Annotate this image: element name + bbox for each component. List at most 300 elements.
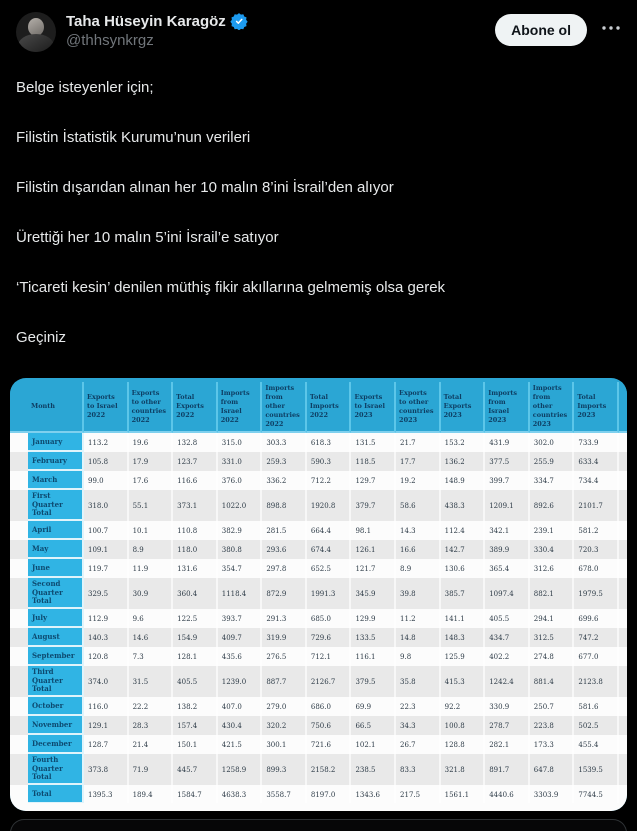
- table-cell: 116.6: [173, 471, 218, 490]
- row-label: August: [28, 628, 84, 647]
- column-header: Imports from Israel 2022: [218, 382, 263, 433]
- table-cell: 131.5: [351, 433, 396, 452]
- table-cell: 128.1: [173, 647, 218, 666]
- table-cell: 872.9: [262, 578, 307, 609]
- table-cell: 334.7: [530, 471, 575, 490]
- row-label: June: [28, 559, 84, 578]
- table-cell: 380.8: [218, 540, 263, 559]
- table-cell: 319.9: [262, 628, 307, 647]
- row-spacer: [10, 735, 28, 754]
- table-cell: 116.1: [351, 647, 396, 666]
- row-spacer: [10, 452, 28, 471]
- table-cell: 720.3: [574, 540, 619, 559]
- table-row: [10, 578, 627, 609]
- row-spacer: [619, 754, 627, 785]
- table-cell: 4440.6: [485, 785, 530, 804]
- table-cell: 71.9: [129, 754, 174, 785]
- table-cell: 294.1: [530, 609, 575, 628]
- tweet-paragraph: Filistin İstatistik Kurumu’nun verileri: [16, 129, 251, 146]
- table-cell: 112.9: [84, 609, 129, 628]
- table-cell: 34.3: [396, 716, 441, 735]
- row-label: April: [28, 521, 84, 540]
- table-cell: 407.0: [218, 697, 263, 716]
- table-cell: 129.9: [351, 609, 396, 628]
- column-header: Exports to Israel 2023: [351, 382, 396, 433]
- row-label: March: [28, 471, 84, 490]
- table-cell: 255.9: [530, 452, 575, 471]
- table-cell: 39.8: [396, 578, 441, 609]
- table-cell: 1242.4: [485, 666, 530, 697]
- row-spacer: [10, 609, 28, 628]
- table-cell: 502.5: [574, 716, 619, 735]
- row-label: Total: [28, 785, 84, 804]
- table-row: [10, 735, 627, 754]
- table-cell: 129.1: [84, 716, 129, 735]
- row-spacer: [619, 716, 627, 735]
- table-cell: 26.7: [396, 735, 441, 754]
- table-cell: 373.1: [173, 490, 218, 521]
- table-cell: 409.7: [218, 628, 263, 647]
- table-row: [10, 471, 627, 490]
- row-label: First Quarter Total: [28, 490, 84, 521]
- table-cell: 7744.5: [574, 785, 619, 804]
- table-row: [10, 785, 627, 804]
- table-cell: 239.1: [530, 521, 575, 540]
- row-label: Third Quarter Total: [28, 666, 84, 697]
- table-cell: 1979.5: [574, 578, 619, 609]
- table-cell: 100.7: [84, 521, 129, 540]
- table-cell: 150.1: [173, 735, 218, 754]
- avatar[interactable]: [16, 12, 56, 52]
- table-cell: 882.1: [530, 578, 575, 609]
- row-label: January: [28, 433, 84, 452]
- table-cell: 9.6: [129, 609, 174, 628]
- table-cell: 83.3: [396, 754, 441, 785]
- table-cell: 14.8: [396, 628, 441, 647]
- table-cell: 19.6: [129, 433, 174, 452]
- row-spacer: [619, 540, 627, 559]
- table-cell: 320.2: [262, 716, 307, 735]
- column-header: Total Imports 2022: [307, 382, 352, 433]
- table-header: [10, 382, 627, 433]
- table-cell: 138.2: [173, 697, 218, 716]
- table-cell: 1343.6: [351, 785, 396, 804]
- column-header: Imports from other countries 2023: [530, 382, 575, 433]
- table-cell: 19.2: [396, 471, 441, 490]
- table-cell: 405.5: [485, 609, 530, 628]
- row-spacer: [10, 647, 28, 666]
- table-cell: 9.8: [396, 647, 441, 666]
- table-cell: 455.4: [574, 735, 619, 754]
- row-spacer: [619, 471, 627, 490]
- table-row: [10, 697, 627, 716]
- table-cell: 28.3: [129, 716, 174, 735]
- column-header: Exports to Israel 2022: [84, 382, 129, 433]
- column-header: Total Exports 2022: [173, 382, 218, 433]
- table-cell: 259.3: [262, 452, 307, 471]
- table-cell: 750.6: [307, 716, 352, 735]
- table-row: [10, 628, 627, 647]
- tweet-image[interactable]: [10, 378, 627, 811]
- table-cell: 2126.7: [307, 666, 352, 697]
- table-cell: 118.5: [351, 452, 396, 471]
- table-cell: 303.3: [262, 433, 307, 452]
- column-header: Total Imports 2023: [574, 382, 619, 433]
- table-cell: 1539.5: [574, 754, 619, 785]
- table-cell: 14.6: [129, 628, 174, 647]
- table-cell: 8.9: [129, 540, 174, 559]
- table-cell: 126.1: [351, 540, 396, 559]
- table-cell: 664.4: [307, 521, 352, 540]
- table-cell: 315.0: [218, 433, 263, 452]
- tweet-paragraph: Belge isteyenler için;: [16, 79, 154, 96]
- table-cell: 1097.4: [485, 578, 530, 609]
- table-row: [10, 666, 627, 697]
- row-spacer: [619, 609, 627, 628]
- trade-data-table: [10, 382, 627, 804]
- table-cell: 141.1: [441, 609, 486, 628]
- table-cell: 14.3: [396, 521, 441, 540]
- row-spacer: [619, 647, 627, 666]
- table-cell: 105.8: [84, 452, 129, 471]
- table-cell: 17.6: [129, 471, 174, 490]
- table-cell: 712.2: [307, 471, 352, 490]
- user-handle[interactable]: @thhsynkrgz: [66, 32, 154, 49]
- table-cell: 189.4: [129, 785, 174, 804]
- table-cell: 581.2: [574, 521, 619, 540]
- next-card-edge: [10, 819, 627, 831]
- table-cell: 120.8: [84, 647, 129, 666]
- table-cell: 140.3: [84, 628, 129, 647]
- table-cell: 345.9: [351, 578, 396, 609]
- table-cell: 238.5: [351, 754, 396, 785]
- row-label: Second Quarter Total: [28, 578, 84, 609]
- table-cell: 1239.0: [218, 666, 263, 697]
- row-label: September: [28, 647, 84, 666]
- table-cell: 430.4: [218, 716, 263, 735]
- row-label: May: [28, 540, 84, 559]
- row-spacer: [10, 754, 28, 785]
- table-cell: 899.3: [262, 754, 307, 785]
- table-cell: 173.3: [530, 735, 575, 754]
- table-cell: 17.7: [396, 452, 441, 471]
- table-cell: 100.8: [441, 716, 486, 735]
- table-cell: 729.6: [307, 628, 352, 647]
- table-cell: 747.2: [574, 628, 619, 647]
- table-cell: 377.5: [485, 452, 530, 471]
- table-cell: 217.5: [396, 785, 441, 804]
- table-cell: 590.3: [307, 452, 352, 471]
- table-cell: 69.9: [351, 697, 396, 716]
- verified-badge-icon: [230, 12, 248, 30]
- row-spacer: [10, 785, 28, 804]
- table-cell: 379.7: [351, 490, 396, 521]
- table-cell: 678.0: [574, 559, 619, 578]
- table-cell: 148.9: [441, 471, 486, 490]
- row-spacer: [619, 666, 627, 697]
- table-cell: 102.1: [351, 735, 396, 754]
- header-spacer: [10, 382, 28, 433]
- table-cell: 116.0: [84, 697, 129, 716]
- table-cell: 133.5: [351, 628, 396, 647]
- tweet-paragraph: Filistin dışarıdan alınan her 10 malın 8’ini İsrail’den alıyor: [16, 179, 394, 196]
- table-cell: 1395.3: [84, 785, 129, 804]
- table-row: [10, 559, 627, 578]
- table-cell: 2123.8: [574, 666, 619, 697]
- table-cell: 132.8: [173, 433, 218, 452]
- table-cell: 10.1: [129, 521, 174, 540]
- tweet-paragraph: ‘Ticareti kesin’ denilen müthiş fikir akıllarına gelmemiş olsa gerek: [16, 279, 446, 296]
- table-cell: 58.6: [396, 490, 441, 521]
- row-label: December: [28, 735, 84, 754]
- table-cell: 318.0: [84, 490, 129, 521]
- table-cell: 136.2: [441, 452, 486, 471]
- table-cell: 881.4: [530, 666, 575, 697]
- table-cell: 3558.7: [262, 785, 307, 804]
- table-cell: 148.3: [441, 628, 486, 647]
- table-cell: 125.9: [441, 647, 486, 666]
- table-cell: 331.0: [218, 452, 263, 471]
- table-cell: 21.7: [396, 433, 441, 452]
- table-cell: 291.3: [262, 609, 307, 628]
- display-name[interactable]: Taha Hüseyin Karagöz: [66, 12, 226, 30]
- table-cell: 282.1: [485, 735, 530, 754]
- row-spacer: [619, 735, 627, 754]
- table-row: [10, 754, 627, 785]
- table-row: [10, 521, 627, 540]
- table-cell: 99.0: [84, 471, 129, 490]
- row-spacer: [619, 452, 627, 471]
- table-cell: 652.5: [307, 559, 352, 578]
- table-cell: 354.7: [218, 559, 263, 578]
- table-cell: 1584.7: [173, 785, 218, 804]
- row-spacer: [619, 628, 627, 647]
- column-header: Month: [28, 382, 84, 433]
- table-row: [10, 452, 627, 471]
- table-cell: 157.4: [173, 716, 218, 735]
- row-spacer: [10, 471, 28, 490]
- table-cell: 8.9: [396, 559, 441, 578]
- table-cell: 112.4: [441, 521, 486, 540]
- table-cell: 7.3: [129, 647, 174, 666]
- table-cell: 445.7: [173, 754, 218, 785]
- column-header: Total Exports 2023: [441, 382, 486, 433]
- table-cell: 686.0: [307, 697, 352, 716]
- table-cell: 130.6: [441, 559, 486, 578]
- row-spacer: [619, 785, 627, 804]
- tweet-paragraph: Geçiniz: [16, 329, 67, 346]
- table-cell: 336.2: [262, 471, 307, 490]
- row-spacer: [10, 628, 28, 647]
- row-label: November: [28, 716, 84, 735]
- table-cell: 385.7: [441, 578, 486, 609]
- table-cell: 2158.2: [307, 754, 352, 785]
- table-cell: 633.4: [574, 452, 619, 471]
- table-cell: 123.7: [173, 452, 218, 471]
- table-cell: 399.7: [485, 471, 530, 490]
- table-cell: 721.6: [307, 735, 352, 754]
- table-cell: 21.4: [129, 735, 174, 754]
- table-cell: 647.8: [530, 754, 575, 785]
- table-cell: 121.7: [351, 559, 396, 578]
- table-cell: 297.8: [262, 559, 307, 578]
- column-header: Exports to other countries 2023: [396, 382, 441, 433]
- table-cell: 329.5: [84, 578, 129, 609]
- table-cell: 1561.1: [441, 785, 486, 804]
- row-spacer: [10, 666, 28, 697]
- table-cell: 3303.9: [530, 785, 575, 804]
- table-cell: 16.6: [396, 540, 441, 559]
- table-cell: 330.9: [485, 697, 530, 716]
- table-cell: 379.5: [351, 666, 396, 697]
- table-cell: 674.4: [307, 540, 352, 559]
- row-spacer: [10, 578, 28, 609]
- table-cell: 223.8: [530, 716, 575, 735]
- table-row: [10, 433, 627, 452]
- table-cell: 374.0: [84, 666, 129, 697]
- table-cell: 1991.3: [307, 578, 352, 609]
- table-cell: 312.6: [530, 559, 575, 578]
- table-cell: 131.6: [173, 559, 218, 578]
- row-label: July: [28, 609, 84, 628]
- avatar-photo-body: [18, 34, 54, 52]
- table-cell: 2101.7: [574, 490, 619, 521]
- row-spacer: [10, 559, 28, 578]
- row-spacer: [619, 559, 627, 578]
- tweet-paragraph: Ürettiği her 10 malın 5’ini İsrail’e satıyor: [16, 229, 279, 246]
- follow-button[interactable]: Abone ol: [495, 14, 587, 46]
- table-cell: 1118.4: [218, 578, 263, 609]
- row-spacer: [619, 697, 627, 716]
- table-cell: 1258.9: [218, 754, 263, 785]
- table-cell: 892.6: [530, 490, 575, 521]
- table-row: [10, 540, 627, 559]
- table-cell: 434.7: [485, 628, 530, 647]
- table-cell: 300.1: [262, 735, 307, 754]
- table-cell: 312.5: [530, 628, 575, 647]
- table-row: [10, 490, 627, 521]
- table-cell: 402.2: [485, 647, 530, 666]
- row-spacer: [619, 433, 627, 452]
- table-cell: 250.7: [530, 697, 575, 716]
- table-cell: 128.8: [441, 735, 486, 754]
- table-cell: 302.0: [530, 433, 575, 452]
- table-cell: 342.1: [485, 521, 530, 540]
- table-cell: 109.1: [84, 540, 129, 559]
- table-cell: 274.8: [530, 647, 575, 666]
- row-spacer: [10, 716, 28, 735]
- table-cell: 17.9: [129, 452, 174, 471]
- table-cell: 733.9: [574, 433, 619, 452]
- table-cell: 1209.1: [485, 490, 530, 521]
- table-cell: 438.3: [441, 490, 486, 521]
- table-cell: 35.8: [396, 666, 441, 697]
- table-cell: 415.3: [441, 666, 486, 697]
- more-menu-icon[interactable]: [601, 20, 621, 36]
- table-cell: 373.8: [84, 754, 129, 785]
- table-cell: 581.6: [574, 697, 619, 716]
- table-cell: 22.2: [129, 697, 174, 716]
- table-cell: 734.4: [574, 471, 619, 490]
- table-cell: 55.1: [129, 490, 174, 521]
- header-spacer: [619, 382, 627, 433]
- tweet-header: [16, 12, 621, 52]
- row-label: October: [28, 697, 84, 716]
- table-cell: 153.2: [441, 433, 486, 452]
- table-cell: 142.7: [441, 540, 486, 559]
- table-cell: 118.0: [173, 540, 218, 559]
- table-cell: 11.2: [396, 609, 441, 628]
- table-cell: 887.7: [262, 666, 307, 697]
- row-spacer: [619, 578, 627, 609]
- table-cell: 618.3: [307, 433, 352, 452]
- table-cell: 279.0: [262, 697, 307, 716]
- table-cell: 293.6: [262, 540, 307, 559]
- table-cell: 421.5: [218, 735, 263, 754]
- row-spacer: [10, 521, 28, 540]
- row-spacer: [619, 490, 627, 521]
- table-cell: 393.7: [218, 609, 263, 628]
- row-spacer: [10, 490, 28, 521]
- tweet-text: [16, 78, 621, 348]
- table-cell: 1022.0: [218, 490, 263, 521]
- table-cell: 98.1: [351, 521, 396, 540]
- table-cell: 712.1: [307, 647, 352, 666]
- table-cell: 129.7: [351, 471, 396, 490]
- table-cell: 154.9: [173, 628, 218, 647]
- table-cell: 1920.8: [307, 490, 352, 521]
- row-spacer: [619, 521, 627, 540]
- table-row: [10, 716, 627, 735]
- identity-block: [66, 12, 495, 49]
- table-cell: 330.4: [530, 540, 575, 559]
- table-cell: 122.5: [173, 609, 218, 628]
- table-cell: 321.8: [441, 754, 486, 785]
- column-header: Imports from other countries 2022: [262, 382, 307, 433]
- column-header: Imports from Israel 2023: [485, 382, 530, 433]
- table-cell: 382.9: [218, 521, 263, 540]
- row-spacer: [10, 540, 28, 559]
- table-cell: 898.8: [262, 490, 307, 521]
- table-cell: 276.5: [262, 647, 307, 666]
- table-cell: 405.5: [173, 666, 218, 697]
- table-cell: 677.0: [574, 647, 619, 666]
- image-bottom-margin: [10, 803, 627, 811]
- row-spacer: [10, 433, 28, 452]
- table-cell: 389.9: [485, 540, 530, 559]
- table-cell: 22.3: [396, 697, 441, 716]
- row-spacer: [10, 697, 28, 716]
- table-cell: 128.7: [84, 735, 129, 754]
- table-cell: 110.8: [173, 521, 218, 540]
- table-row: [10, 647, 627, 666]
- table-cell: 376.0: [218, 471, 263, 490]
- row-label: Fourth Quarter Total: [28, 754, 84, 785]
- table-cell: 685.0: [307, 609, 352, 628]
- table-cell: 30.9: [129, 578, 174, 609]
- table-cell: 431.9: [485, 433, 530, 452]
- table-cell: 4638.3: [218, 785, 263, 804]
- table-cell: 360.4: [173, 578, 218, 609]
- table-cell: 281.5: [262, 521, 307, 540]
- table-cell: 891.7: [485, 754, 530, 785]
- row-label: February: [28, 452, 84, 471]
- table-cell: 113.2: [84, 433, 129, 452]
- table-cell: 119.7: [84, 559, 129, 578]
- table-cell: 435.6: [218, 647, 263, 666]
- table-cell: 699.6: [574, 609, 619, 628]
- table-cell: 31.5: [129, 666, 174, 697]
